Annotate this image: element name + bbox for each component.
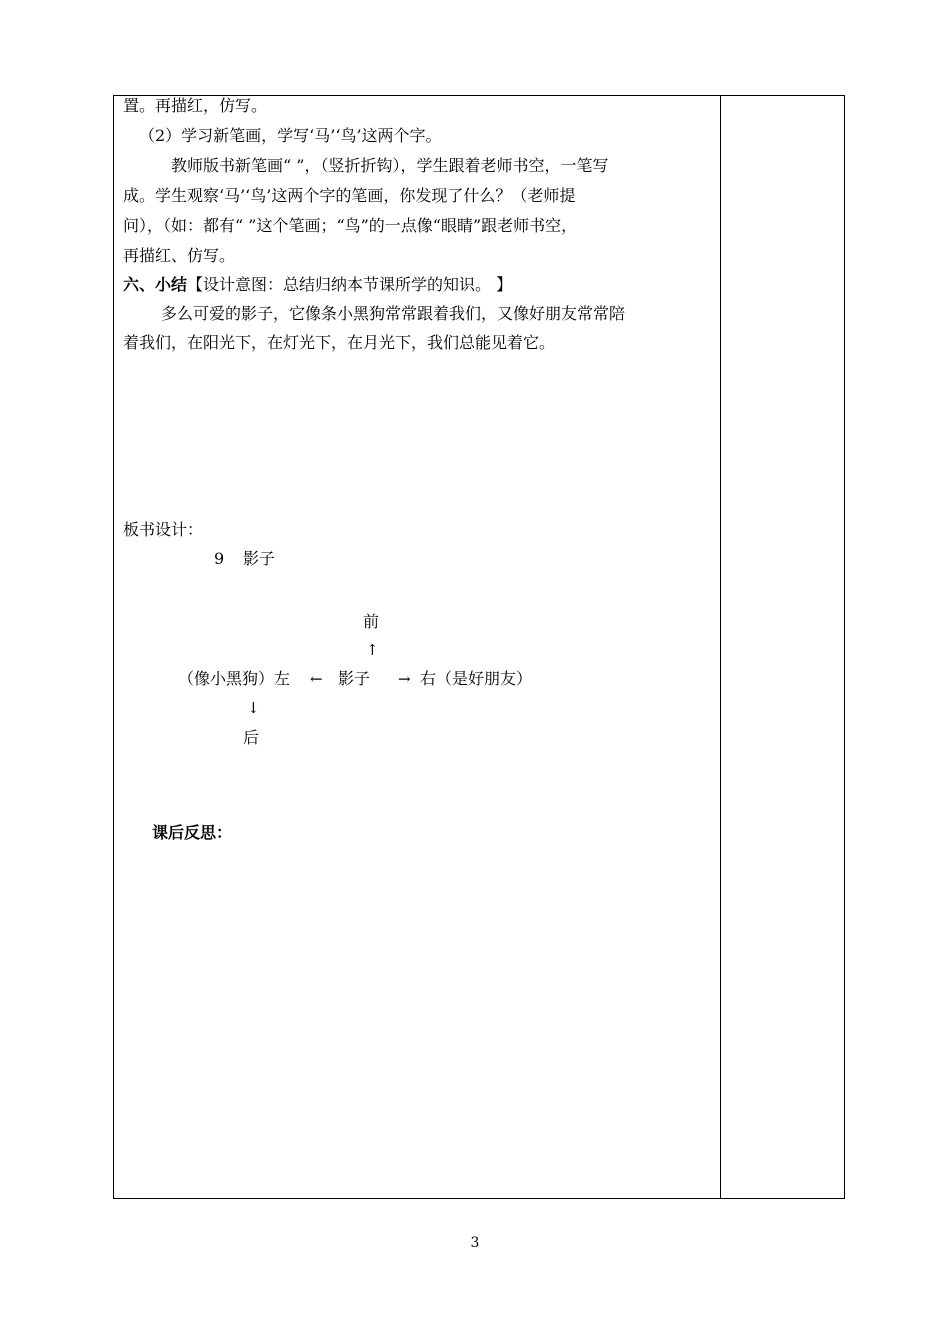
- board-left: （像小黑狗）左: [178, 669, 291, 688]
- board-front: 前: [363, 612, 380, 631]
- board-design-label: 板书设计：: [123, 520, 204, 539]
- body-line-6: 再描红、仿写。: [123, 246, 236, 265]
- board-right: 右（是好朋友）: [420, 669, 533, 688]
- board-back: 后: [243, 728, 260, 747]
- board-lesson-number: 9: [214, 549, 225, 568]
- right-arrow-icon: →: [398, 670, 411, 688]
- summary-text-1: 多么可爱的影子，它像条小黑狗常常跟着我们，又像好朋友常常陪: [161, 304, 626, 323]
- body-line-1: 置。再描红，仿写。: [123, 96, 268, 115]
- column-divider: [720, 96, 721, 1198]
- body-line-5: 问），（如：都有“ ”这个笔画；“鸟”的一点像“眼睛”跟老师书空，: [123, 216, 578, 235]
- summary-intent: 【设计意图：总结归纳本节课所学的知识。 】: [187, 275, 513, 294]
- board-center: 影子: [338, 669, 371, 688]
- body-line-4: 成。学生观察‘马’‘鸟’这两个字的笔画，你发现了什么？（老师提: [123, 186, 576, 205]
- up-arrow-icon: ↑: [366, 641, 379, 659]
- body-line-2: （2）学习新笔画，学写‘马’‘鸟’这两个字。: [139, 126, 442, 145]
- left-arrow-icon: ←: [310, 670, 323, 688]
- summary-line: [123, 275, 512, 295]
- board-lesson-title: 影子: [243, 549, 276, 568]
- body-line-3: 教师版书新笔画“ ”，（竖折折钩），学生跟着老师书空，一笔写: [171, 156, 609, 175]
- summary-text-2: 着我们，在阳光下，在灯光下，在月光下，我们总能见着它。: [123, 333, 556, 352]
- summary-heading: 六、小结: [123, 275, 188, 294]
- down-arrow-icon: ↓: [247, 699, 260, 717]
- page-number: 3: [470, 1235, 480, 1251]
- reflection-label: 课后反思：: [152, 823, 233, 842]
